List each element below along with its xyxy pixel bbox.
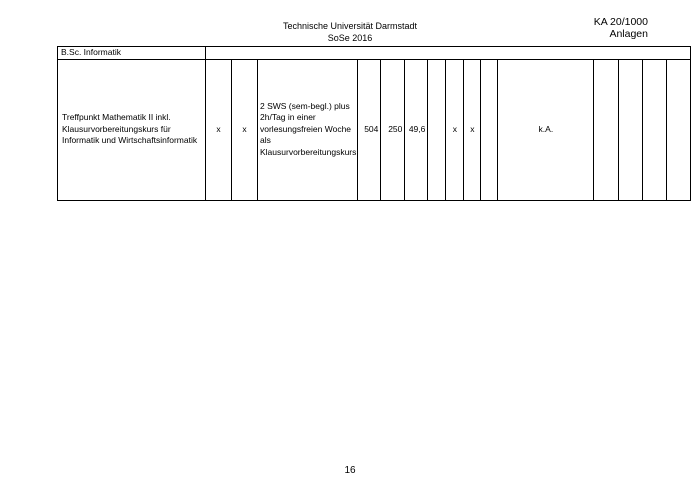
note-cell: k.A. — [498, 59, 594, 200]
section-spacer — [206, 47, 691, 60]
empty-cell — [619, 59, 643, 200]
empty-cell — [667, 59, 691, 200]
section-label: B.Sc. Informatik — [58, 47, 206, 60]
format-description: 2 SWS (sem-begl.) plus 2h/Tag in einer vorlesungsfreien Woche als Klausurvorbereitungskurs — [258, 59, 358, 200]
course-table — [57, 46, 691, 201]
empty-cell — [481, 59, 498, 200]
annex-label: Anlagen — [609, 28, 648, 40]
empty-cell — [594, 59, 619, 200]
percentage-cell: 49,6 — [405, 59, 428, 200]
mark-cell: x — [232, 59, 258, 200]
course-name: Treffpunkt Mathematik II inkl. Klausurvorbereitungskurs für Informatik und Wirtschaftsinformatik — [58, 59, 206, 200]
semester-label: SoSe 2016 — [327, 33, 373, 43]
empty-cell — [643, 59, 667, 200]
empty-cell — [428, 59, 446, 200]
count-cell: 250 — [381, 59, 405, 200]
reference-number: KA 20/1000 — [593, 16, 648, 28]
mark-cell: x — [446, 59, 464, 200]
page-number: 16 — [344, 465, 356, 476]
document-reference — [594, 16, 648, 40]
university-name: Technische Universität Darmstadt — [282, 21, 418, 31]
section-row — [58, 47, 691, 60]
mark-cell: x — [206, 59, 232, 200]
mark-cell: x — [464, 59, 481, 200]
count-cell: 504 — [358, 59, 381, 200]
table-row — [58, 59, 691, 200]
